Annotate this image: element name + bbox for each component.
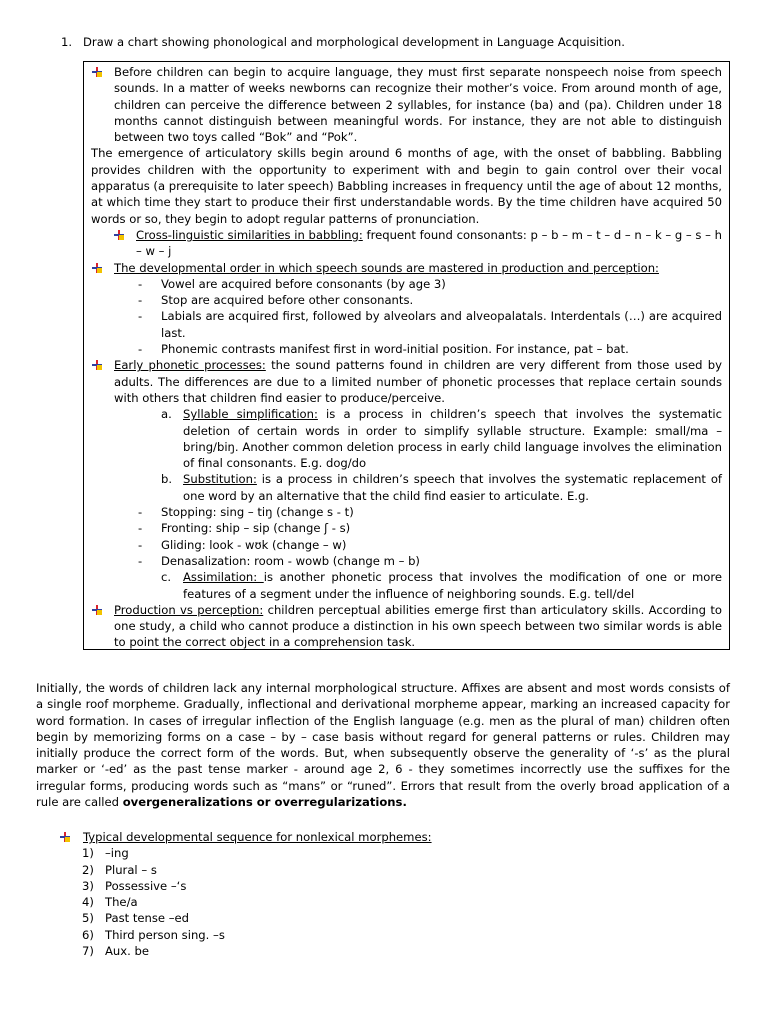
assimilation-text: is another phonetic process that involves the modification of one or more features of a segment under the influence of neighboring sounds. E.g. tell/del <box>183 570 723 601</box>
process-assimilation <box>91 569 722 602</box>
bullet-icon <box>91 359 103 371</box>
dev-order-item: - Phonemic contrasts manifest first in word-initial position. For instance, pat – bat. <box>91 341 722 357</box>
phonology-chart-box <box>83 61 730 650</box>
bullet-intro <box>91 64 722 145</box>
sequence-heading-row <box>59 829 739 845</box>
substitution-heading: Substitution: <box>183 472 257 487</box>
syllable-heading: Syllable simplification: <box>183 407 318 422</box>
production-text: children perceptual abilities emerge first than articulatory skills. According to one study, a child who cannot produce a distinction in his own speech between two similar words is able to point the correct object in a comprehension task. <box>114 602 722 650</box>
substitution-item: - Denasalization: room - wowb (change m – b) <box>91 553 722 569</box>
list-item: 7) Aux. be <box>82 944 150 959</box>
substitution-item: - Stopping: sing – tiŋ (change s - t) <box>91 504 722 520</box>
bullet-icon <box>91 262 103 274</box>
sequence-list <box>59 845 739 959</box>
dev-order-item: - Vowel are acquired before consonants (by age 3) <box>91 276 722 292</box>
morph-bold-term: overgeneralizations or overregularizations. <box>122 795 407 810</box>
process-syllable-simplification <box>91 406 722 471</box>
substitution-text: is a process in children’s speech that involves the systematic replacement of one word by an alternative that the child find easier to articulate. E.g. <box>183 472 722 503</box>
morph-text: Initially, the words of children lack any internal morphological structure. Affixes are absent and most words consists of a single roof morpheme. Gradually, inflectional and derivational morpheme appear, marking an increased capacity for word formation. In cases of irregular inflection of the English language (e.g. men as the plural of man) children often begin by memorizing forms on a case – by – case basis without regard for general patterns or rules. Children may initially produce the correct form of the words. But, when subsequently observe the generality of ‘-s’ as the plural marker or ‘-ed’ as the past tense marker - around age 2, 6 - they sometimes incorrectly use the suffixes for the irregular forms, producing words such as “mans” or “runed”. Errors that result from the overly broad application of a rule are called <box>36 681 730 810</box>
substitution-item: - Fronting: ship – sip (change ʃ - s) <box>91 520 722 536</box>
babbling-paragraph: The emergence of articulatory skills begin around 6 months of age, with the onset of babbling. Babbling provides children with the opportunity to experiment with and begin to gain control over their vocal apparatus (a prerequisite to later speech) Babbling increases in frequency until the age of about 12 months, at which time they start to produce their first understandable words. By the time children have acquired 50 words or so, they begin to adopt regular patterns of pronunciation. <box>91 146 722 226</box>
syllable-text: is a process in children’s speech that involves the systematic deletion of certain words in order to simplify syllable structure. Example: small/ma – bring/biŋ. Another common deletion process in early child language involves the elimination of final consonants. E.g. dog/do <box>183 407 723 471</box>
cross-ling-heading: Cross-linguistic similarities in babbling: <box>136 227 363 242</box>
list-item: 3) Possessive –‘s <box>82 878 187 893</box>
bullet-icon <box>113 229 125 241</box>
list-item: 2) Plural – s <box>82 862 157 877</box>
list-item: 1) –ing <box>82 846 129 861</box>
label-b: b. <box>161 472 173 487</box>
dev-order-item: - Stop are acquired before other consonants. <box>91 292 722 308</box>
bullet-early-phonetic <box>91 357 722 406</box>
production-heading: Production vs perception: <box>114 602 264 617</box>
morphology-paragraph <box>36 680 730 810</box>
bullet-icon <box>59 831 71 843</box>
cross-ling-text: frequent found consonants: p – b – m – t – d – n – k – g – s – h – w – j <box>136 227 722 259</box>
bullet-production-perception <box>91 602 722 651</box>
sequence-heading: Typical developmental sequence for nonlexical morphemes: <box>83 830 432 844</box>
substitution-item: - Gliding: look - wʊk (change – w) <box>91 537 722 553</box>
label-a: a. <box>161 407 172 422</box>
list-item: 4) The/a <box>82 895 138 910</box>
morpheme-sequence <box>59 829 739 959</box>
dev-order-heading: The developmental order in which speech sounds are mastered in production and perception: <box>114 260 659 275</box>
bullet-cross-linguistic <box>91 227 722 260</box>
list-item: 6) Third person sing. –s <box>82 927 225 942</box>
question-number: 1. <box>61 35 73 49</box>
list-item: 5) Past tense –ed <box>82 911 190 926</box>
bullet-icon <box>91 604 103 616</box>
question <box>61 34 625 50</box>
intro-text: Before children can begin to acquire language, they must first separate nonspeech noise from speech sounds. In a matter of weeks newborns can recognize their mother’s voice. From around month of age, children can perceive the difference between 2 syllables, for instance (ba) and (pa). Children under 18 months cannot distinguish between meaningful words. For instance, they are not able to distinguish between two toys called “Bok” and “Pok”. <box>114 65 722 145</box>
question-text: Draw a chart showing phonological and morphological development in Language Acquisition. <box>83 35 625 49</box>
bullet-icon <box>91 66 103 78</box>
early-text: the sound patterns found in children are very different from those used by adults. The differences are due to a limited number of phonetic processes that replace certain sounds with others that children find easier to produce/perceive. <box>114 358 722 405</box>
process-substitution <box>91 471 722 504</box>
label-c: c. <box>161 570 172 585</box>
bullet-dev-order <box>91 260 722 276</box>
early-heading: Early phonetic processes: <box>114 358 266 373</box>
dev-order-item: - Labials are acquired first, followed by alveolars and alveopalatals. Interdentals (…) are acquired last. <box>91 308 722 341</box>
assimilation-heading: Assimilation: <box>183 570 264 585</box>
